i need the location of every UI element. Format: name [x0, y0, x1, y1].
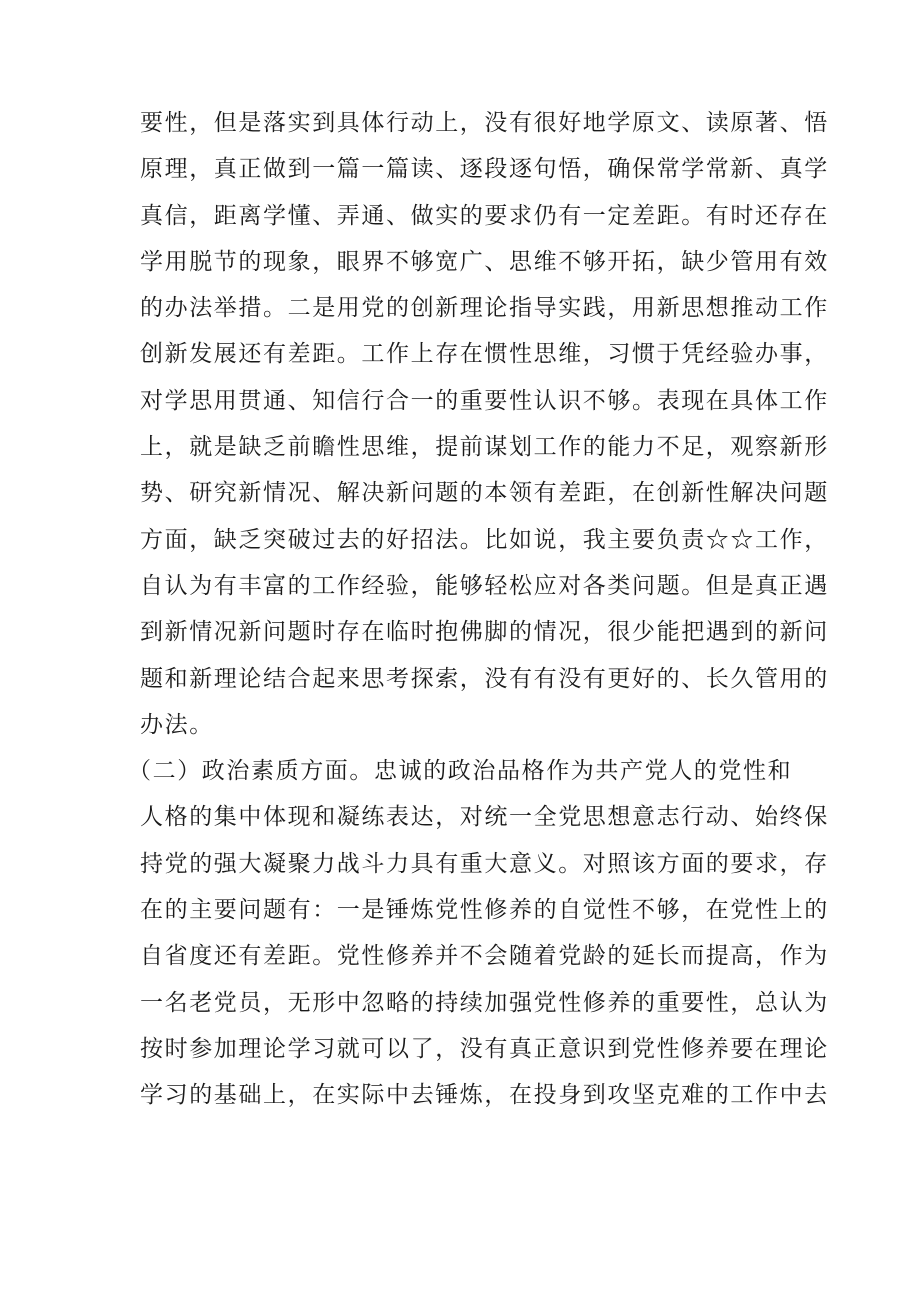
text-line: 对学思用贯通、知信行合一的重要性认识不够。表现在具体工作 — [140, 387, 829, 414]
text-line: 真信，距离学懂、弄通、做实的要求仍有一定差距。有时还存在 — [140, 202, 829, 229]
text-line: 到新情况新问题时存在临时抱佛脚的情况，很少能把遇到的新问 — [140, 619, 829, 646]
text-line: 自省度还有差距。党性修养并不会随着党龄的延长而提高，作为 — [140, 943, 829, 970]
text-line: 办法。 — [140, 711, 214, 738]
text-line: 要性，但是落实到具体行动上，没有很好地学原文、读原著、悟 — [140, 110, 829, 136]
text-line: 方面，缺乏突破过去的好招法。比如说，我主要负责☆☆工作， — [140, 526, 829, 553]
text-line: 题和新理论结合起来思考探索，没有有没有更好的、长久管用的 — [140, 665, 829, 692]
text-line: 的办法举措。二是用党的创新理论指导实践，用新思想推动工作 — [140, 295, 829, 322]
text-line: 一名老党员，无形中忽略的持续加强党性修养的重要性，总认为 — [140, 989, 829, 1016]
text-line: 上，就是缺乏前瞻性思维，提前谋划工作的能力不足，观察新形 — [140, 434, 829, 461]
text-line: 原理，真正做到一篇一篇读、逐段逐句悟，确保常学常新、真学 — [140, 156, 829, 183]
body-text — [128, 100, 829, 1119]
text-line: 学习的基础上，在实际中去锤炼，在投身到攻坚克难的工作中去 — [140, 1082, 829, 1109]
text-line: 持党的强大凝聚力战斗力具有重大意义。对照该方面的要求，存 — [140, 850, 829, 877]
text-line: 学用脱节的现象，眼界不够宽广、思维不够开拓，缺少管用有效 — [140, 248, 829, 275]
section-heading-line: （二）政治素质方面。忠诚的政治品格作为共产党人的党性和 — [128, 758, 793, 785]
text-line: 在的主要问题有：一是锤炼党性修养的自觉性不够，在党性上的 — [140, 897, 829, 924]
text-line: 势、研究新情况、解决新问题的本领有差距，在创新性解决问题 — [140, 480, 829, 507]
text-line: 按时参加理论学习就可以了，没有真正意识到党性修养要在理论 — [140, 1035, 829, 1062]
text-line: 创新发展还有差距。工作上存在惯性思维，习惯于凭经验办事， — [140, 341, 829, 368]
text-line: 自认为有丰富的工作经验，能够轻松应对各类问题。但是真正遇 — [140, 572, 829, 599]
text-line: 人格的集中体现和凝练表达，对统一全党思想意志行动、始终保 — [140, 804, 829, 831]
